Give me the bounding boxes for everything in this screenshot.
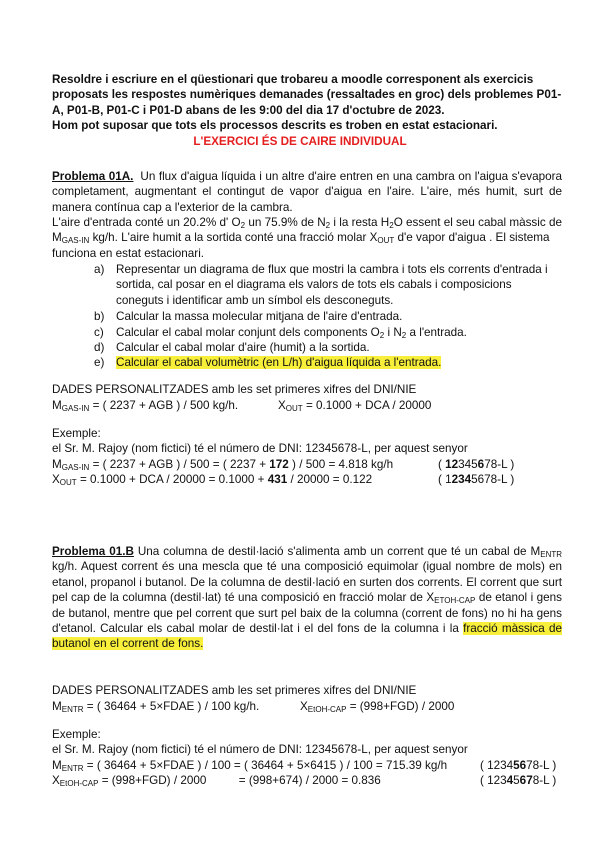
dni-text: ( — [438, 458, 446, 471]
dni-bold: 6 — [477, 458, 485, 471]
item-label: b) — [94, 310, 105, 324]
dni-text: 8-L ) — [532, 774, 557, 787]
x-sub: OUT — [285, 404, 303, 413]
list-item — [52, 340, 562, 355]
exemple-intro-01b: el Sr. M. Rajoy (nom fictici) té el número de DNI: 12345678-L, per aquest senyor — [52, 743, 468, 756]
exemple-x-etoh — [52, 773, 381, 788]
individual-note: L'EXERCICI ÉS DE CAIRE INDIVIDUAL — [193, 135, 407, 148]
highlighted-task: Calcular el cabal volumètric (en L/h) d'aigua líquida a l'entrada. — [116, 356, 442, 370]
air-text-5: kg/h. L'aire humit a la sortida conté una fracció molar X — [92, 231, 378, 245]
problem-01b-title: Problema 01.B — [52, 545, 134, 558]
x-symbol: X — [52, 774, 60, 787]
list-item — [52, 355, 562, 370]
exemple-m-entr — [52, 758, 447, 773]
x-sub: EtOH-CAP — [59, 779, 99, 788]
exemple-x-etoh-dni — [480, 773, 556, 788]
ex-bold: 431 — [267, 473, 288, 486]
dades-title-01a: DADES PERSONALITZADES amb les set primeres xifres del DNI/NIE — [52, 383, 417, 396]
list-item — [52, 325, 562, 340]
item-text: a l'entrada. — [409, 325, 467, 339]
dades-x-out — [278, 398, 431, 413]
problem-01b-paragraph — [52, 544, 562, 652]
dni-text: 5 — [513, 774, 520, 787]
dni-text: 78-L ) — [484, 458, 515, 471]
etoh-sub: ETOH-CAP — [434, 596, 476, 606]
problem-01b-text: de etanol i gens de butanol, mentre que pel corrent que surt pel baix de la columna (corrent de fons) no hi ha gens d'etanol. Calcular els cabal molar de destil·lat i el del fons de la columna i la — [52, 591, 562, 636]
item-text: Calcular la massa molecular mitjana de l'aire d'entrada. — [116, 310, 403, 324]
item-text: Calcular el cabal molar d'aire (humit) a la sortida. — [116, 341, 370, 355]
air-text-1: L'aire d'entrada conté un 20.2% d' O — [52, 216, 241, 229]
list-item — [52, 309, 562, 324]
exemple-x-out — [52, 472, 372, 487]
item-label: d) — [94, 341, 105, 355]
air-text-3: i la resta H — [333, 216, 390, 229]
air-text-4: O essent el seu cabal màssic de M — [52, 216, 562, 245]
exemple-m-dni — [438, 457, 514, 472]
x-expr: = 0.1000 + DCA / 20000 — [305, 399, 432, 412]
air-text-2: un 75.9% de N — [248, 216, 326, 229]
x-expr: = (998+FGD) / 2000 — [349, 700, 455, 713]
dni-bold: 7 — [526, 774, 533, 787]
item-text: i N — [387, 325, 402, 339]
entr-sub: ENTR — [540, 550, 563, 559]
exemple-label-01b: Exemple: — [52, 728, 101, 741]
exemple-intro-01a: el Sr. M. Rajoy (nom fictici) té el número de DNI: 12345678-L, per aquest senyor — [52, 442, 468, 455]
ex-text: = (998+FGD) / 2000 = (998+674) / 2000 = 0.836 — [101, 774, 381, 787]
item-text: Calcular el cabal molar conjunt dels components O — [116, 325, 380, 339]
sub-2: 2 — [325, 221, 331, 230]
m-expr: = ( 2237 + AGB ) / 500 kg/h. — [92, 399, 239, 412]
ex-text: = ( 36464 + 5×FDAE ) / 100 = ( 36464 + 5×6415 ) / 100 = 715.39 kg/h — [86, 759, 448, 772]
sub-2: 2 — [401, 330, 407, 340]
x-sub: EtOH-CAP — [307, 705, 347, 714]
exemple-label-01a: Exemple: — [52, 427, 101, 440]
dni-bold: 6 — [519, 774, 527, 787]
problem-01a-intro — [52, 169, 562, 215]
dni-text: ( 123 — [480, 774, 507, 787]
dni-text: 345 — [458, 458, 478, 471]
list-item — [52, 262, 562, 308]
sub-2: 2 — [240, 221, 246, 230]
dni-text: ( 1234 — [480, 759, 514, 772]
steady-state-note: Hom pot suposar que tots els processos descrits es troben en estat estacionari. — [52, 119, 498, 132]
problem-01a-text: Un flux d'aigua líquida i un altre d'aire entren en una cambra on l'aigua s'evapora completament, augmentant el contingut de vapor d'aigua en l'aire. L'aire, més humit, surt de manera contínua cap a l'exterior de la cambra. — [52, 170, 562, 214]
m-sub: GAS-IN — [61, 404, 90, 413]
dni-bold: 12 — [445, 458, 459, 471]
item-label: e) — [94, 356, 105, 370]
out-sub: OUT — [377, 236, 395, 246]
dades-x-etoh — [300, 699, 454, 714]
dni-bold: 56 — [513, 759, 527, 772]
ex-text: / 20000 = 0.122 — [287, 473, 373, 486]
exemple-m-gas-in — [52, 457, 393, 472]
ex-text: = 0.1000 + DCA / 20000 = 0.1000 + — [79, 473, 268, 486]
item-text: Representar un diagrama de flux que mostri la cambra i tots els corrents d'entrada i sortida, cal posar en el diagrama els valors de tots els cabals i composicions coneguts i identificar amb un símbol els desconeguts. — [116, 263, 548, 307]
x-symbol: X — [52, 473, 60, 486]
dni-text: 5678-L ) — [471, 473, 515, 486]
problem-01b-text: kg/h. Aquest corrent és una mescla que té una composició equimolar (igual nombre de mols) en etanol, propanol i butanol. De la columna de destil·lació en surten dos corrents. El corrent que surt pel cap de la columna (destil·lat) té una composició en fracció molar de X — [52, 560, 562, 605]
ex-text: ) / 500 = 4.818 kg/h — [288, 458, 394, 471]
m-symbol: M — [52, 759, 62, 772]
dni-text: ( 1 — [438, 473, 452, 486]
m-symbol: M — [52, 700, 62, 713]
gas-in-sub: GAS-IN — [61, 236, 90, 246]
dades-m-gas-in — [52, 398, 238, 413]
m-symbol: M — [52, 458, 62, 471]
item-label: c) — [94, 325, 104, 339]
ex-text: = ( 2237 + AGB ) / 500 = ( 2237 + — [92, 458, 270, 471]
air-text-6: d'e vapor d'aigua . El sistema funciona en estat estacionari. — [52, 231, 550, 260]
dni-text: 78-L ) — [526, 759, 557, 772]
dades-m-entr — [52, 699, 259, 714]
m-sub: GAS-IN — [61, 463, 90, 472]
item-label: a) — [94, 263, 105, 276]
dni-bold: 234 — [451, 473, 472, 486]
instructions-paragraph: Resoldre i escriure en el qüestionari que trobareu a moodle corresponent als exercicis proposats les respostes numèriques demanades (ressaltades en groc) dels problemes P01-A, P01-B, P01-C i P01-D abans de les 9:00 del dia 17 d'octubre de 2023. — [52, 73, 562, 117]
ex-bold: 172 — [269, 458, 289, 471]
x-symbol: X — [300, 700, 308, 713]
x-sub: OUT — [59, 478, 77, 487]
m-sub: ENTR — [61, 705, 84, 714]
m-expr: = ( 36464 + 5×FDAE ) / 100 kg/h. — [86, 700, 260, 713]
problem-01a-task-list — [52, 262, 562, 371]
problem-01a-air-paragraph — [52, 215, 562, 261]
dades-title-01b: DADES PERSONALITZADES amb les set primeres xifres del DNI/NIE — [52, 684, 417, 697]
exemple-m-entr-dni — [480, 758, 556, 773]
m-sub: ENTR — [61, 764, 84, 773]
sub-2: 2 — [389, 221, 394, 230]
x-symbol: X — [278, 399, 286, 412]
highlighted-task: fracció màssica de butanol en el corrent de fons. — [52, 622, 562, 651]
sub-2: 2 — [379, 330, 385, 340]
dni-bold: 4 — [506, 774, 514, 787]
m-symbol: M — [52, 399, 62, 412]
problem-01b-text: Una columna de destil·lació s'alimenta amb un corrent que té un cabal de M — [137, 545, 541, 558]
exemple-x-dni — [438, 472, 514, 487]
problem-01a-title: Problema 01A. — [52, 170, 134, 183]
